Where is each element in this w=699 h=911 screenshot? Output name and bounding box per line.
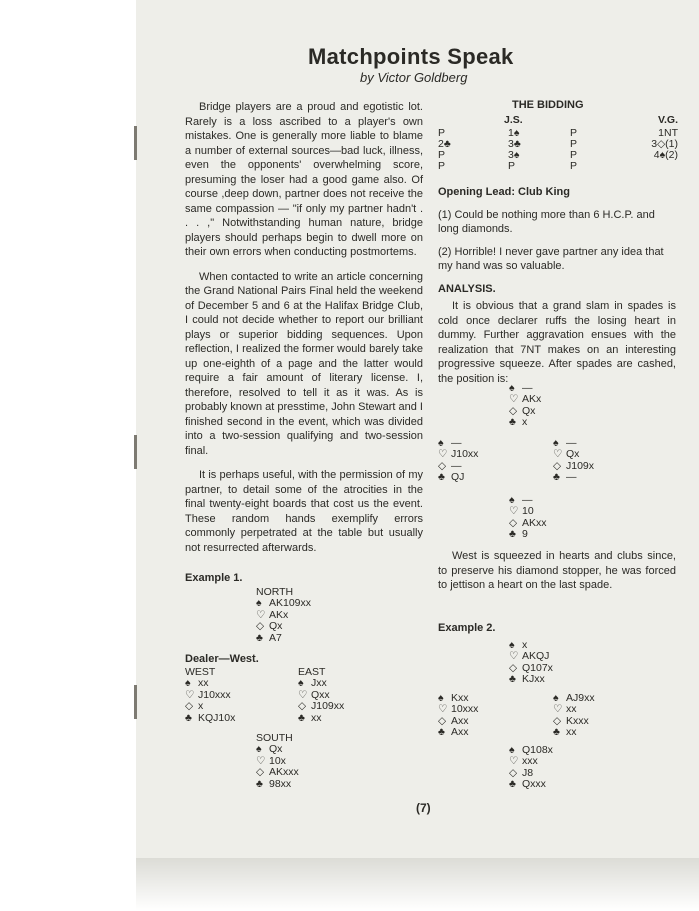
binding-mark (134, 435, 137, 469)
bid-cell: 4♠(2) (653, 149, 678, 161)
ex1-north-hand (256, 587, 311, 644)
heart-holding: xxx (522, 755, 538, 768)
bid-cell: 3◇(1) (651, 138, 678, 150)
spade-holding: Qx (269, 743, 283, 756)
spade-holding: AK109xx (269, 597, 312, 610)
analysis-heading: ANALYSIS. (438, 282, 496, 295)
diamond-holding: Qx (522, 404, 536, 417)
diamond-icon: ◇ (438, 459, 447, 472)
bid-cell: P (438, 160, 446, 172)
heart-icon: ♡ (509, 505, 519, 518)
example2-label: Example 2. (438, 622, 496, 634)
heart-icon: ♡ (185, 688, 195, 701)
diamond-holding: AKxx (522, 516, 547, 529)
page-shadow (136, 858, 699, 911)
diamond-icon: ◇ (553, 459, 562, 472)
analysis-conclusion: West is squeezed in hearts and clubs since, to preserve his diamond stopper, he was forced to jettison a heart on the last spade. (438, 550, 676, 591)
spade-holding: — (522, 382, 533, 394)
bid-cell: 1♠ (508, 127, 520, 139)
heart-holding: 10xxx (451, 703, 479, 716)
bid-cell: 1NT (658, 127, 678, 139)
heart-icon: ♡ (298, 688, 308, 701)
diamond-icon: ◇ (256, 620, 265, 633)
bidding-notes (438, 185, 676, 394)
spade-icon: ♠ (438, 692, 444, 704)
diamond-holding: J109x (566, 459, 595, 472)
diamond-icon: ◇ (509, 516, 518, 529)
club-icon: ♣ (256, 631, 263, 644)
diamond-icon: ◇ (509, 766, 518, 779)
example1-label: Example 1. (185, 572, 243, 584)
diamond-holding: J109xx (311, 700, 345, 713)
binding-mark (134, 685, 137, 719)
bid-cell: P (438, 127, 446, 139)
ex2-south-hand (509, 745, 553, 791)
paragraph: When contacted to write an article concerning the Grand National Pairs Final held the weekend of December 5 and 6 at the Halifax Bridge Club, I could not decide whether to report our brilliant plays or superior bidding sequences. Upon reflection, I realized the former would barely take up one-eighth of a page and the latter would require a fair amount of literary license. I, therefore, resolved to tell it as it was. As is probably known at presstime, John Stewart and I finished second in the event, which was divided into a two-session qualifying and two-session final. (185, 270, 423, 457)
ex2-east-hand (553, 693, 595, 739)
club-holding: xx (311, 711, 322, 724)
club-holding: Qxxx (522, 778, 546, 791)
diamond-icon: ◇ (438, 714, 447, 727)
hand-label: SOUTH (256, 732, 293, 744)
article-byline: by Victor Goldberg (360, 70, 468, 85)
note: (1) Could be nothing more than 6 H.C.P. and long diamonds. (438, 208, 655, 235)
spade-icon: ♠ (298, 677, 304, 690)
diamond-holding: Qx (269, 620, 283, 633)
note: (2) Horrible! I never gave partner any idea that my hand was so valuable. (438, 245, 664, 272)
diamond-icon: ◇ (298, 700, 307, 713)
diamond-icon: ◇ (553, 714, 562, 727)
heart-holding: 10 (522, 505, 534, 518)
diamond-holding: J8 (522, 766, 534, 779)
club-icon: ♣ (438, 726, 445, 739)
club-holding: KJxx (522, 673, 545, 686)
opening-lead: Opening Lead: Club King (438, 186, 570, 198)
diamond-icon: ◇ (185, 700, 194, 713)
spade-holding: x (522, 639, 528, 651)
club-icon: ♣ (185, 711, 192, 724)
heart-icon: ♡ (438, 703, 448, 716)
bidding-heading: THE BIDDING (512, 99, 584, 111)
ex1-west-hand (185, 667, 235, 724)
dealer-label: Dealer—West. (185, 653, 259, 665)
heart-holding: Qxx (311, 688, 330, 701)
club-holding: A7 (269, 631, 282, 644)
spade-icon: ♠ (438, 437, 444, 449)
club-icon: ♣ (509, 528, 516, 541)
heart-icon: ♡ (256, 754, 266, 767)
spade-holding: — (522, 494, 533, 506)
heart-icon: ♡ (509, 393, 519, 406)
club-icon: ♣ (256, 777, 263, 790)
diamond-icon: ◇ (509, 404, 518, 417)
heart-holding: J10xx (451, 448, 479, 461)
pos-north-hand (509, 383, 541, 429)
spade-icon: ♠ (553, 692, 559, 704)
diamond-icon: ◇ (509, 661, 518, 674)
heart-holding: AKx (522, 393, 542, 406)
heart-holding: AKx (269, 608, 289, 621)
analysis-text: It is obvious that a grand slam in spades is cold once declarer ruffs the losing heart in dummy. Further aggravation ensues with the realization that 7NT makes on an interesting progressive squeeze. After spades are cashed, the position is: (438, 300, 676, 385)
spade-icon: ♠ (256, 597, 262, 610)
ex1-south-hand (256, 733, 299, 790)
club-holding: — (566, 471, 577, 484)
hand-label: WEST (185, 666, 216, 678)
bid-cell: 3♣ (508, 138, 521, 150)
diamond-icon: ◇ (256, 766, 265, 779)
bid-cell: 2♣ (438, 138, 451, 150)
club-icon: ♣ (509, 416, 516, 429)
paragraph: Bridge players are a proud and egotistic lot. Rarely is a loss ascribed to a player's own mistakes. One is generally more liable to blame a number of external sources—bad luck, illness, even the opponents' overwhelming score, presuming the loser had a good game also. Of course ,deep down, partner does not receive the same compassion — "if only my partner hadn't . . . ," Notwithstanding human nature, bridge players should perhaps begin to dwell more on their own errors when conducting postmortems. (185, 101, 423, 258)
heart-holding: AKQJ (522, 650, 550, 663)
diamond-holding: Kxxx (566, 714, 589, 727)
club-holding: x (522, 416, 528, 429)
spade-icon: ♠ (509, 494, 515, 506)
club-icon: ♣ (298, 711, 305, 724)
bid-cell: P (570, 127, 578, 139)
spade-holding: — (451, 437, 462, 449)
club-holding: 9 (522, 528, 528, 541)
heart-icon: ♡ (509, 755, 519, 768)
heart-holding: xx (566, 703, 577, 716)
club-holding: 98xx (269, 777, 292, 790)
spade-icon: ♠ (553, 437, 559, 449)
ex2-north-hand (509, 640, 553, 686)
heart-holding: Qx (566, 448, 580, 461)
spade-holding: Kxx (451, 692, 469, 704)
heart-icon: ♡ (509, 650, 519, 663)
spade-icon: ♠ (509, 744, 515, 756)
pos-east-hand (553, 438, 594, 484)
spade-icon: ♠ (256, 743, 262, 756)
club-icon: ♣ (438, 471, 445, 484)
heart-icon: ♡ (553, 703, 563, 716)
spade-holding: Jxx (311, 677, 327, 690)
spade-holding: — (566, 437, 577, 449)
bid-cell: P (508, 160, 516, 172)
heart-icon: ♡ (553, 448, 563, 461)
article-title: Matchpoints Speak (308, 44, 514, 69)
heart-icon: ♡ (256, 608, 266, 621)
heart-icon: ♡ (438, 448, 448, 461)
spade-icon: ♠ (509, 639, 515, 651)
heart-holding: 10x (269, 754, 286, 767)
diamond-holding: Q107x (522, 661, 553, 674)
pos-west-hand (438, 438, 478, 484)
club-holding: KQJ10x (198, 711, 236, 724)
bid-cell: P (570, 149, 578, 161)
spade-holding: AJ9xx (566, 692, 595, 704)
bidding-header-vg: V.G. (657, 114, 678, 126)
club-holding: QJ (451, 471, 465, 484)
bid-cell: P (438, 149, 446, 161)
diamond-holding: AKxxx (269, 766, 299, 779)
ex1-east-hand (298, 667, 344, 724)
club-icon: ♣ (553, 471, 560, 484)
intro-text (185, 100, 423, 565)
spade-holding: Q108x (522, 744, 553, 756)
bid-cell: P (570, 138, 578, 150)
diamond-holding: — (451, 459, 462, 472)
club-holding: Axx (451, 726, 469, 739)
club-icon: ♣ (509, 778, 516, 791)
club-icon: ♣ (509, 673, 516, 686)
hand-label: NORTH (256, 586, 294, 598)
spade-holding: xx (198, 677, 209, 690)
page-number: (7) (416, 801, 431, 815)
club-icon: ♣ (553, 726, 560, 739)
ex2-west-hand (438, 693, 478, 739)
spade-icon: ♠ (185, 677, 191, 690)
paragraph: It is perhaps useful, with the permission of my partner, to detail some of the atrocities in the final twenty-eight boards that cost us the event. These random hands exemplify errors commonly perpetrated at the table but usually not resurrected afterwards. (185, 469, 423, 554)
hand-label: EAST (298, 666, 326, 678)
diamond-holding: x (198, 700, 204, 713)
heart-holding: J10xxx (198, 688, 231, 701)
diamond-holding: Axx (451, 714, 469, 727)
bid-cell: 3♠ (508, 149, 520, 161)
binding-mark (134, 126, 137, 160)
pos-south-hand (509, 495, 547, 541)
bidding-table (438, 115, 678, 173)
spade-icon: ♠ (509, 382, 515, 394)
club-holding: xx (566, 726, 577, 739)
bid-cell: P (570, 160, 578, 172)
bidding-header-js: J.S. (504, 114, 523, 126)
